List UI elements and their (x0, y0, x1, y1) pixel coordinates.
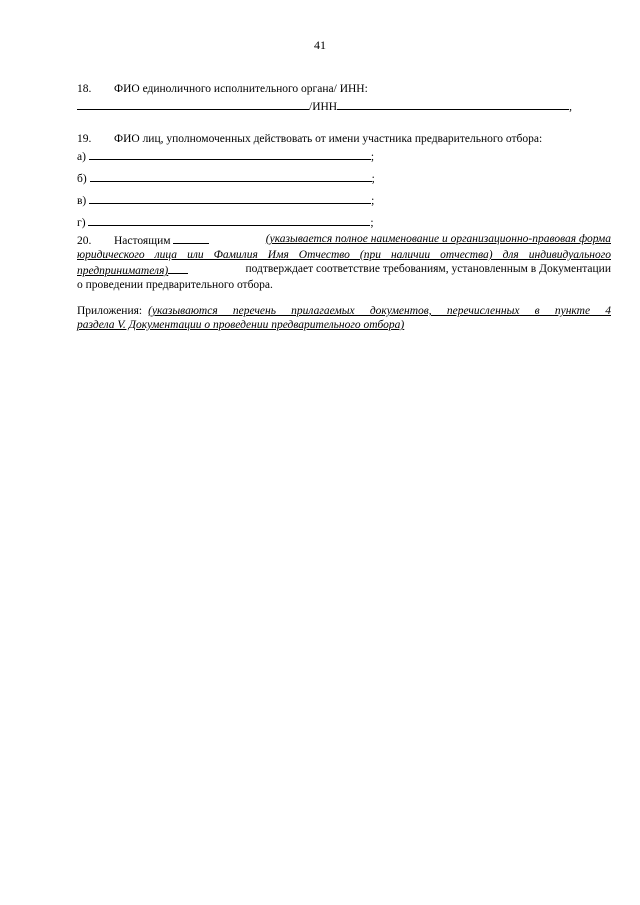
item-18-inn-label: /ИНН (309, 101, 338, 113)
item-20-line-4: о проведении предварительного отбора. (77, 279, 273, 291)
authorized-person-row-a (77, 148, 611, 162)
item-20-line-2 (77, 248, 611, 262)
item-19-label: ФИО лиц, уполномоченных действовать от имени участника предварительного отбора: (114, 133, 543, 145)
row-end: ; (371, 173, 375, 185)
row-end: ; (370, 217, 374, 229)
appendix-line-2 (77, 318, 611, 332)
appendix-line-1 (77, 304, 611, 318)
item-20-line-1 (77, 232, 611, 248)
row-letter: в) (77, 195, 87, 207)
item-18-end-punct: , (569, 101, 572, 113)
authorized-person-row-c (77, 192, 611, 206)
row-letter: а) (77, 151, 86, 163)
item-20-block (77, 232, 611, 292)
appendix-hint-2: раздела V. Документации о проведении предварительного отбора) (77, 319, 405, 331)
item-18-heading (77, 82, 611, 96)
item-20-hint-1: (указывается полное наименование и организационно-правовая форма (265, 233, 611, 245)
authorized-person-field-c[interactable] (89, 192, 371, 204)
row-letter: г) (77, 217, 86, 229)
appendix-block (77, 304, 611, 332)
form-content (77, 82, 611, 332)
authorized-person-field-b[interactable] (90, 170, 372, 182)
authorized-person-row-b (77, 170, 611, 184)
page-number: 41 (314, 38, 326, 52)
item-19-heading (77, 132, 611, 146)
director-inn-field[interactable] (337, 98, 569, 110)
appendix-hint-1: (указываются перечень прилагаемых документов, перечисленных в пункте 4 (148, 305, 611, 317)
applicant-name-tail (168, 262, 188, 274)
applicant-name-field[interactable] (173, 232, 209, 244)
row-letter: б) (77, 173, 87, 185)
row-end: ; (371, 195, 375, 207)
authorized-person-field-d[interactable] (88, 214, 370, 226)
item-20-hint-2: юридического лица или Фамилия Имя Отчество (при наличии отчества) для индивидуального (77, 249, 611, 261)
item-18-fields (77, 98, 611, 114)
item-20-number: 20. (77, 235, 92, 247)
authorized-person-row-d (77, 214, 611, 228)
item-20-lead: Настоящим (114, 235, 171, 247)
item-20-hint-3: предпринимателя) (77, 265, 169, 277)
item-20-line-3 (77, 262, 611, 278)
appendix-label: Приложения: (77, 305, 143, 317)
director-name-field[interactable] (77, 98, 309, 110)
item-20-text-after: подтверждает соответствие требованиям, установленным в Документации (245, 263, 611, 275)
authorized-person-field-a[interactable] (89, 148, 371, 160)
row-end: ; (370, 151, 375, 163)
item-19-number: 19. (77, 133, 92, 145)
item-18-number: 18. (77, 83, 92, 95)
item-18-label: ФИО единоличного исполнительного органа/ ИНН: (114, 83, 368, 95)
